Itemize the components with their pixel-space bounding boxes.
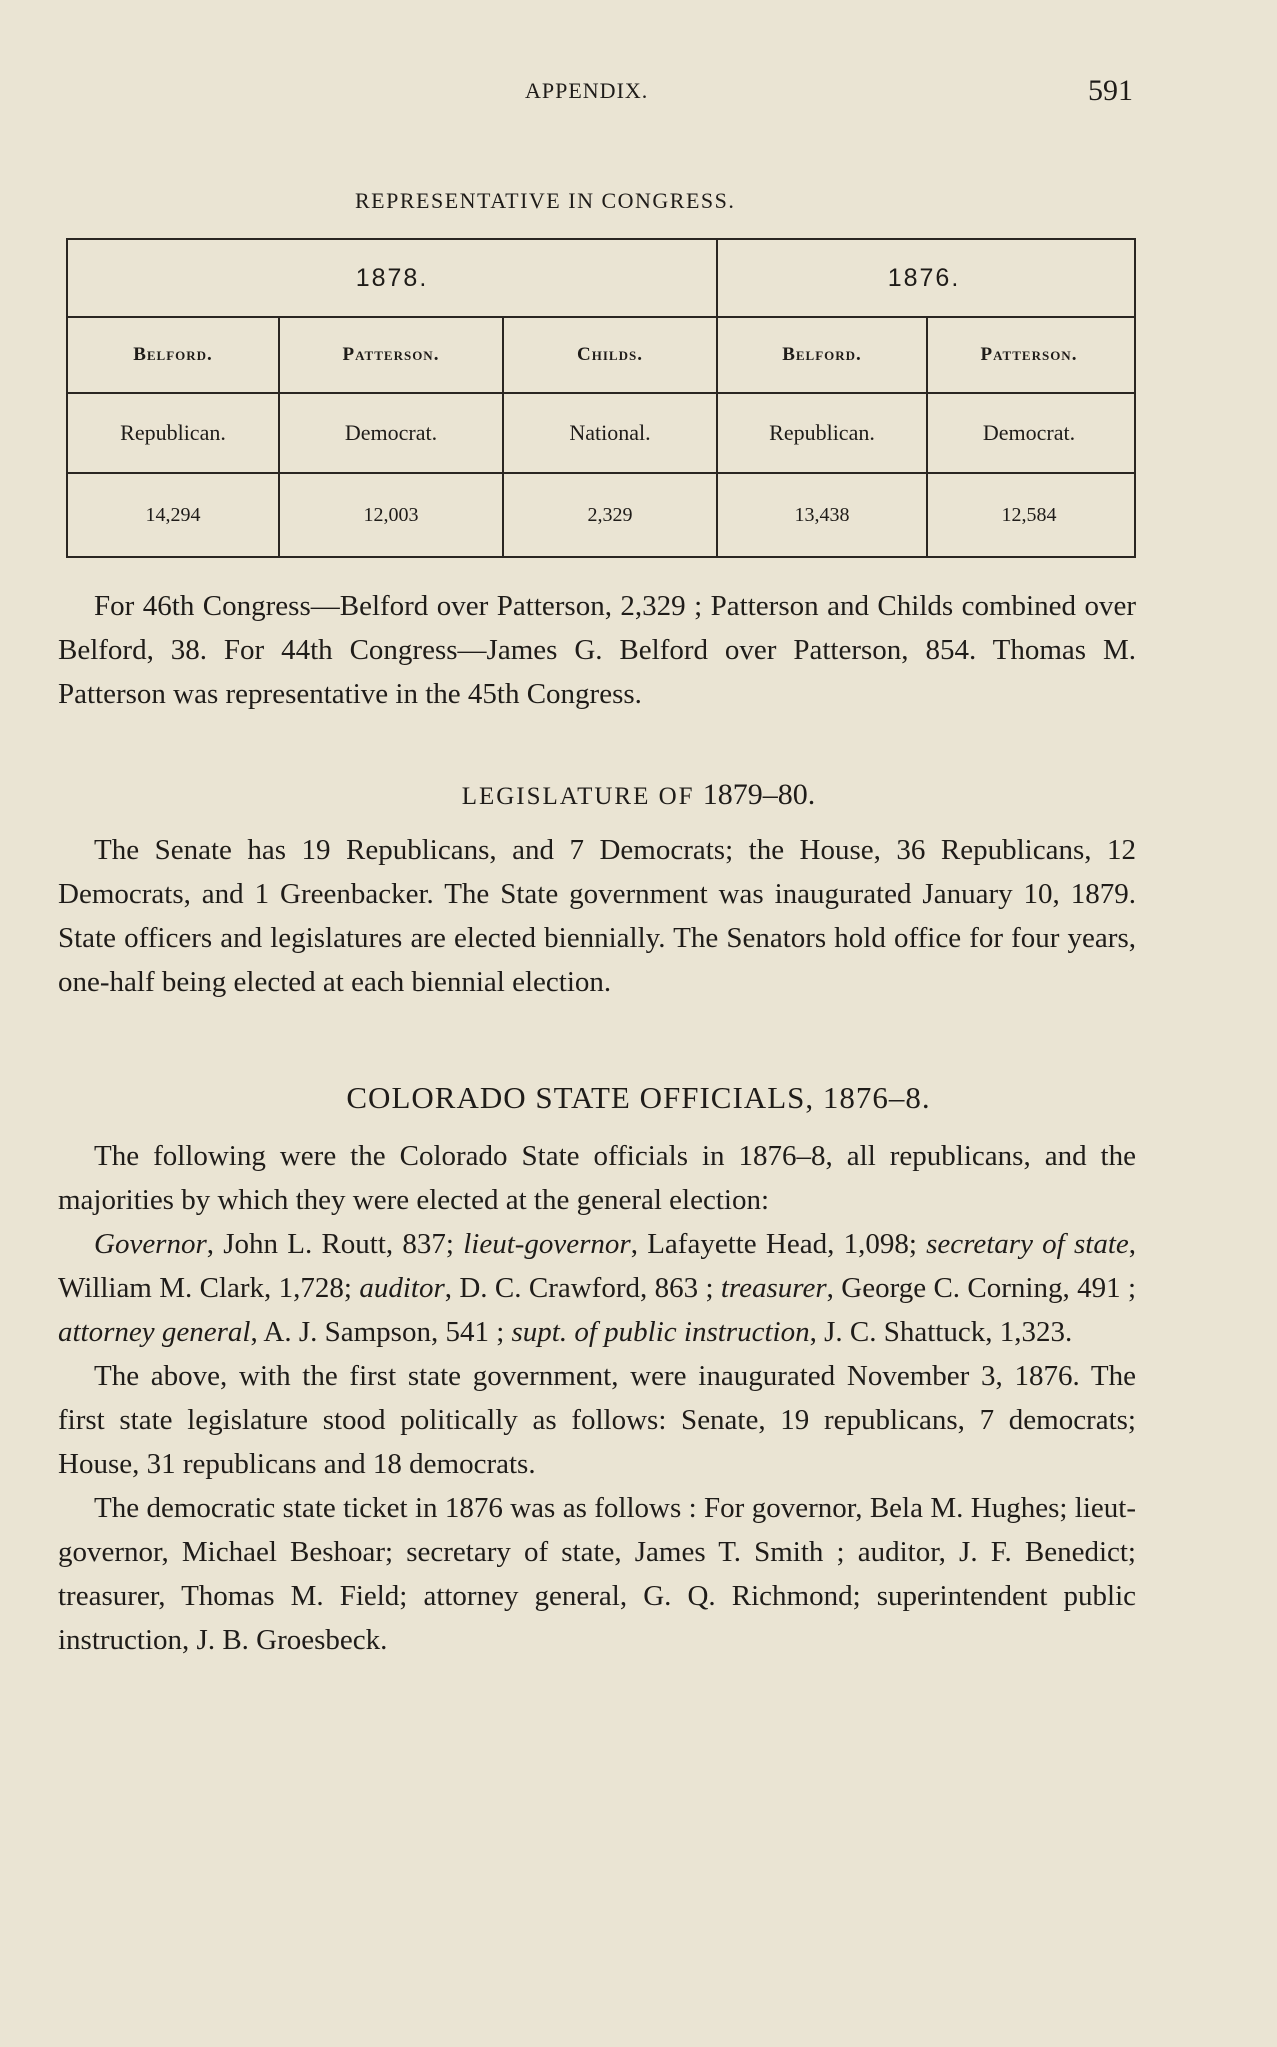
- vote-cell: 12,003: [278, 474, 502, 556]
- page-number: 591: [1088, 74, 1133, 107]
- vote-cell: 12,584: [926, 474, 1130, 556]
- office-holder: , D. C. Crawford, 863 ;: [444, 1272, 721, 1304]
- congress-paragraph: For 46th Congress—Belford over Patterson, 2,329 ; Patterson and Childs combined over Belford, 38. For 44th Congress—James G. Belford over Patterson, 854. Thomas M. Patterson was representative in the 45th Congress.: [58, 590, 1136, 710]
- party-cell: Republican.: [716, 394, 926, 472]
- inaugurated-paragraph: The above, with the first state government, were inaugurated November 3, 1876. The first state legislature stood politically as follows: Senate, 19 republicans, 7 democrats; House, 31 republicans and 18 democrats.: [58, 1360, 1136, 1480]
- congress-vote-table: [66, 238, 1136, 558]
- officials-heading: COLORADO STATE OFFICIALS, 1876–8.: [346, 1080, 931, 1115]
- office-title: auditor: [359, 1272, 445, 1304]
- candidate-cell: Belford.: [133, 344, 213, 365]
- office-holder: , A. J. Sampson, 541 ;: [250, 1316, 512, 1348]
- candidate-cell: Patterson.: [278, 318, 502, 392]
- office-holder: , John L. Routt, 837;: [206, 1228, 464, 1260]
- table-row-candidates: [68, 316, 1134, 392]
- vote-cell: 13,438: [716, 474, 926, 556]
- party-cell: Democrat.: [926, 394, 1130, 472]
- candidate-cell: Patterson.: [926, 318, 1130, 392]
- legislature-paragraph: The Senate has 19 Republicans, and 7 Democrats; the House, 36 Republicans, 12 Democrats, and 1 Greenbacker. The State government was inaugurated January 10, 1879. State officers and legislatures are elected biennially. The Senators hold office for four years, one-half being elected at each biennial election.: [58, 834, 1136, 998]
- legislature-heading-prefix: LEGISLATURE OF: [461, 783, 695, 810]
- office-title: treasurer: [720, 1272, 827, 1304]
- officials-list: [58, 1222, 1136, 1354]
- party-cell: Republican.: [120, 420, 226, 445]
- legislature-paragraph-block: [58, 828, 1136, 1004]
- democratic-ticket-paragraph: The democratic state ticket in 1876 was as follows : For governor, Bela M. Hughes; lieut-governor, Michael Beshoar; secretary of state, James T. Smith ; auditor, J. F. Benedict; treasurer, Thomas M. Field; attorney general, G. Q. Richmond; superintendent public instruction, J. B. Groesbeck.: [58, 1492, 1136, 1656]
- vote-cell: 2,329: [502, 474, 716, 556]
- table-row-votes: [68, 472, 1134, 556]
- candidate-cell: Childs.: [502, 318, 716, 392]
- officials-block: [58, 1134, 1136, 1662]
- office-title: attorney general: [58, 1316, 251, 1348]
- office-holder: , George C. Corning, 491 ;: [826, 1272, 1136, 1304]
- officials-intro: The following were the Colorado State officials in 1876–8, all republicans, and the majorities by which they were elected at the general election:: [58, 1140, 1136, 1216]
- office-title: secretary of state: [926, 1228, 1129, 1260]
- office-holder: , Lafayette Head, 1,098;: [630, 1228, 927, 1260]
- office-title: Governor: [94, 1228, 207, 1260]
- year-header-1876: 1876.: [716, 240, 1130, 316]
- office-holder: , William M. Clark, 1,728;: [58, 1228, 1136, 1304]
- office-title: lieut-governor: [463, 1228, 631, 1260]
- table-title: REPRESENTATIVE IN CONGRESS.: [355, 188, 736, 213]
- candidate-cell: Belford.: [716, 318, 926, 392]
- legislature-heading: [0, 778, 1277, 812]
- office-title: supt. of public instruction: [511, 1316, 810, 1348]
- vote-cell: 14,294: [145, 503, 201, 526]
- party-cell: National.: [502, 394, 716, 472]
- party-cell: Democrat.: [278, 394, 502, 472]
- office-holder: , J. C. Shattuck, 1,323.: [809, 1316, 1073, 1348]
- running-head: APPENDIX.: [525, 78, 649, 103]
- table-row-years: [68, 240, 1134, 316]
- congress-paragraph-block: [58, 584, 1136, 716]
- table-row-parties: [68, 392, 1134, 472]
- year-header-1878: 1878.: [355, 263, 429, 292]
- legislature-heading-years: 1879–80.: [702, 778, 816, 811]
